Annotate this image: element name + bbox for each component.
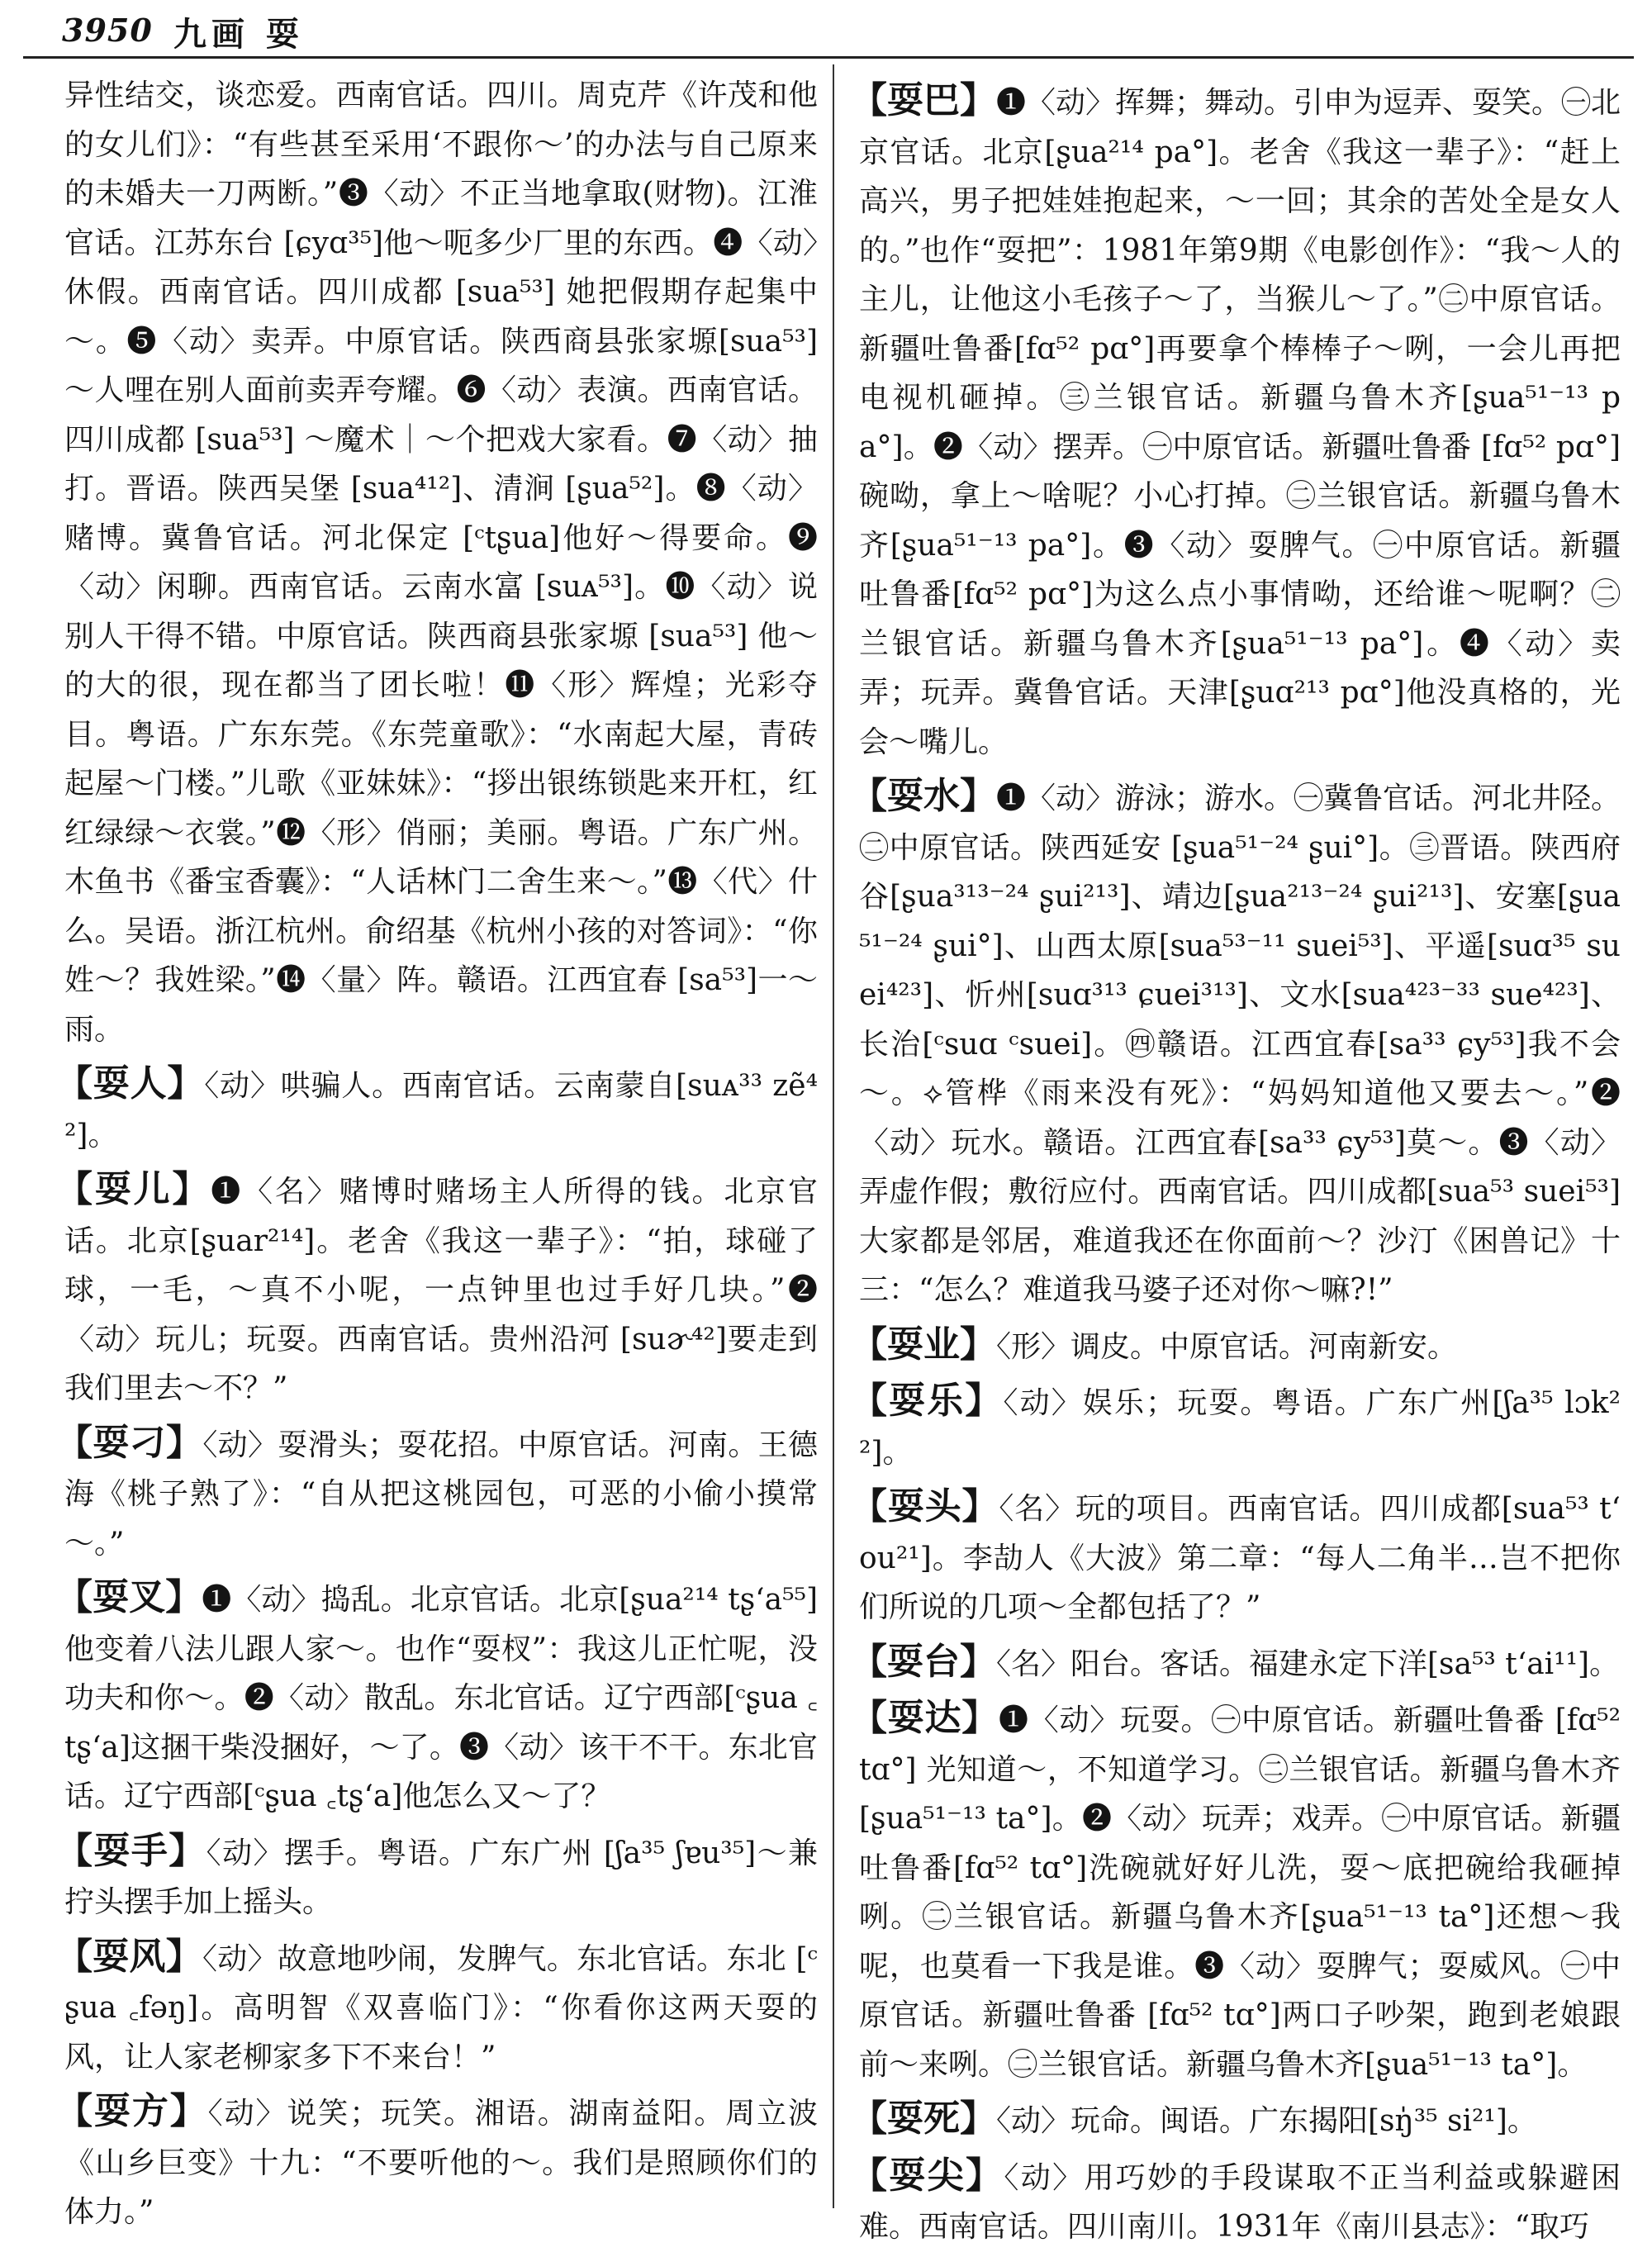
entry-definition: 〈动〉故意地吵闹，发脾气。东北官话。东北 [ᶜʂua ꜀fəŋ]。高明智《双喜临门》：“你看你这两天耍的风，让人家老柳家多下不来台！”	[64, 1941, 818, 2074]
entry-definition: 〈动〉玩命。闽语。广东揭阳[sŋ̍³⁵ si²¹]。	[996, 2104, 1537, 2138]
dictionary-entry	[56, 1932, 818, 2083]
entry-headword: 【耍儿】	[56, 1168, 211, 1210]
entry-definition: 〈动〉用巧妙的手段谋取不正当利益或躲避困难。西南官话。四川南川。1931年《南川县志》：“取巧	[859, 2160, 1621, 2244]
header-rule	[23, 56, 1634, 59]
entry-headword: 【耍风】	[56, 1935, 202, 1978]
entry-headword: 【耍手】	[56, 1829, 206, 1872]
left-column	[56, 71, 818, 2229]
entry-definition: 〈动〉说笑；玩笑。湘语。湖南益阳。周立波《山乡巨变》十九：“不要听他的～。我们是照顾你们的体力。”	[64, 2097, 818, 2229]
entry-headword: 【耍方】	[56, 2090, 208, 2132]
running-head: 九画 耍	[173, 15, 304, 54]
column-divider	[833, 64, 834, 2208]
entry-definition: ❶〈名〉赌博时赌场主人所得的钱。北京官话。北京[ʂuar²¹⁴]。老舍《我这一辈子》：“拍，球碰了球，一毛，～真不小呢，一点钟里也过手好几块。”❷〈动〉玩儿；玩耍。西南官话。贵州沿河 [suɚ⁴²]要走到我们里去～不？”	[64, 1175, 818, 1405]
right-column	[851, 71, 1621, 2244]
entry-headword: 【耍头】	[851, 1485, 999, 1527]
dictionary-entry	[851, 76, 1621, 767]
dictionary-entry	[56, 1573, 818, 1822]
entry-definition: 〈动〉摆手。粤语。广东广州 [ʃa³⁵ ʃɐu³⁵]～兼拧头摆手加上摇头。	[64, 1836, 818, 1919]
page-number: 3950	[62, 12, 153, 49]
entry-definition: 〈形〉调皮。中原官话。河南新安。	[996, 1329, 1458, 1364]
dictionary-entry	[56, 2087, 818, 2237]
entry-headword: 【耍尖】	[851, 2154, 1004, 2197]
dictionary-entry	[851, 1320, 1621, 1372]
dictionary-entry	[851, 1637, 1621, 1689]
dictionary-entry	[56, 1418, 818, 1569]
entry-headword: 【耍叉】	[56, 1576, 202, 1618]
dictionary-entry	[851, 1694, 1621, 2089]
dictionary-entry	[851, 2094, 1621, 2146]
entry-definition: ❶〈动〉捣乱。北京官话。北京[ʂua²¹⁴ tʂʻa⁵⁵] 他变着八法儿跟人家～。也作“耍杈”：我这儿正忙呢，没功夫和你～。❷〈动〉散乱。东北官话。辽宁西部[ᶜʂua ꜀tʂʻa]这捆干柴没捆好，～了。❸〈动〉该干不干。东北官话。辽宁西部[ᶜʂua ꜀tʂʻa]他怎么又～了？	[64, 1583, 818, 1813]
entry-definition: ❶〈动〉挥舞；舞动。引申为逗弄、耍笑。㊀北京官话。北京[ʂua²¹⁴ pa°]。老舍《我这一辈子》：“赶上高兴，男子把娃娃抱起来，～一回；其余的苦处全是女人的。”也作“耍把”：1981年第9期《电影创作》：“我～人的主儿，让他这小毛孩子～了，当猴儿～了。”㊁中原官话。新疆吐鲁番[fɑ⁵² pɑ°]再要拿个棒棒子～咧，一会儿再把电视机砸掉。㊂兰银官话。新疆乌鲁木齐[ʂua⁵¹⁻¹³ pa°]。❷〈动〉摆弄。㊀中原官话。新疆吐鲁番 [fɑ⁵² pɑ°]碗呦，拿上～啥呢？小心打掉。㊁兰银官话。新疆乌鲁木齐[ʂua⁵¹⁻¹³ pa°]。❸〈动〉耍脾气。㊀中原官话。新疆吐鲁番[fɑ⁵² pɑ°]为这么点小事情呦，还给谁～呢啊？㊁兰银官话。新疆乌鲁木齐[ʂua⁵¹⁻¹³ pa°]。❹〈动〉卖弄；玩弄。冀鲁官话。天津[ʂuɑ²¹³ pɑ°]他没真格的，光会～嘴儿。	[859, 86, 1621, 759]
dictionary-entry	[851, 772, 1621, 1315]
dictionary-entry	[56, 1827, 818, 1927]
continued-entry-text: 异性结交，谈恋爱。西南官话。四川。周克芹《许茂和他的女儿们》：“有些甚至采用‘不跟你～’的办法与自己原来的未婚夫一刀两断。”❸〈动〉不正当地拿取(财物)。江淮官话。江苏东台 [ɕyɑ³⁵]他～呃多少厂里的东西。❹〈动〉休假。西南官话。四川成都 [sua⁵³] 她把假期存起集中～。❺〈动〉卖弄。中原官话。陕西商县张家塬[sua⁵³]～人哩在别人面前卖弄夸耀。❻〈动〉表演。西南官话。四川成都 [sua⁵³] ～魔术｜～个把戏大家看。❼〈动〉抽打。晋语。陕西吴堡 [sua⁴¹²]、清涧 [ʂua⁵²]。❽〈动〉赌博。冀鲁官话。河北保定 [ᶜtʂua]他好～得要命。❾〈动〉闲聊。西南官话。云南水富 [suᴀ⁵³]。❿〈动〉说别人干得不错。中原官话。陕西商县张家塬 [sua⁵³] 他～的大的很，现在都当了团长啦！⓫〈形〉辉煌；光彩夺目。粤语。广东东莞。《东莞童歌》：“水南起大屋，青砖起屋～门楼。”儿歌《亚妹妹》：“拶出银练锁匙来开杠，红红绿绿～衣裳。”⓬〈形〉俏丽；美丽。粤语。广东广州。木鱼书《番宝香囊》：“人话林门二舍生来～。”⓭〈代〉什么。吴语。浙江杭州。俞绍基《杭州小孩的对答词》：“你姓～？我姓梁。”⓮〈量〉阵。赣语。江西宜春 [sa⁵³]一～雨。	[64, 78, 818, 1047]
entry-definition: 〈名〉阳台。客话。福建永定下洋[sa⁵³ tʻai¹¹]。	[996, 1646, 1620, 1681]
dictionary-entry	[851, 1482, 1621, 1632]
entry-headword: 【耍刁】	[56, 1421, 203, 1464]
entry-definition: 〈动〉娱乐；玩耍。粤语。广东广州[ʃa³⁵ lɔk²²]。	[859, 1386, 1621, 1470]
entry-definition: 〈动〉哄骗人。西南官话。云南蒙自[suᴀ³³ zẽ⁴²]。	[64, 1069, 818, 1152]
entry-headword: 【耍达】	[851, 1697, 999, 1739]
entry-definition: ❶〈动〉游泳；游水。㊀冀鲁官话。河北井陉。㊁中原官话。陕西延安 [ʂua⁵¹⁻²⁴ ʂui°]。㊂晋语。陕西府谷[ʂua³¹³⁻²⁴ ʂui²¹³]、靖边[ʂua²¹³⁻²⁴ ʂui²¹³]、安塞[ʂua⁵¹⁻²⁴ ʂui°]、山西太原[sua⁵³⁻¹¹ suei⁵³]、平遥[suɑ³⁵ suei⁴²³]、忻州[suɑ³¹³ ɕuei³¹³]、文水[sua⁴²³⁻³³ sue⁴²³]、长治[ᶜsuɑ ᶜsuei]。㊃赣语。江西宜春[sa³³ ɕy⁵³]我不会～。⟡管桦《雨来没有死》：“妈妈知道他又要去～。”❷〈动〉玩水。赣语。江西宜春[sa³³ ɕy⁵³]莫～。❸〈动〉弄虚作假；敷衍应付。西南官话。四川成都[sua⁵³ suei⁵³]大家都是邻居，难道我还在你面前～？沙汀《困兽记》十三：“怎么？难道我马婆子还对你～嘛?!”	[859, 782, 1621, 1307]
entry-headword: 【耍人】	[56, 1062, 205, 1105]
entry-definition: 〈名〉玩的项目。西南官话。四川成都[sua⁵³ tʻou²¹]。李劼人《大波》第二章：“每人二角半…岂不把你们所说的几项～全都包括了？”	[859, 1492, 1621, 1624]
dictionary-entry	[851, 2151, 1621, 2252]
entry-headword: 【耍乐】	[851, 1380, 1004, 1422]
entry-definition: ❶〈动〉玩耍。㊀中原官话。新疆吐鲁番 [fɑ⁵² tɑ°] 光知道～，不知道学习。㊁兰银官话。新疆乌鲁木齐 [ʂua⁵¹⁻¹³ ta°]。❷〈动〉玩弄；戏弄。㊀中原官话。新疆吐鲁番[fɑ⁵² tɑ°]洗碗就好好儿洗，耍～底把碗给我砸掉咧。㊁兰银官话。新疆乌鲁木齐[ʂua⁵¹⁻¹³ ta°]还想～我呢，也莫看一下我是谁。❸〈动〉耍脾气；耍威风。㊀中原官话。新疆吐鲁番 [fɑ⁵² tɑ°]两口子吵架，跑到老娘跟前～来咧。㊁兰银官话。新疆乌鲁木齐[ʂua⁵¹⁻¹³ ta°]。	[859, 1703, 1621, 2082]
entry-headword: 【耍业】	[851, 1323, 996, 1366]
entry-headword: 【耍巴】	[851, 79, 996, 121]
dictionary-entry	[56, 1165, 818, 1413]
dictionary-entry	[56, 1059, 818, 1160]
entry-definition: 〈动〉耍滑头；耍花招。中原官话。河南。王德海《桃子熟了》：“自从把这桃园包，可恶的小偷小摸常～。”	[64, 1428, 818, 1561]
dictionary-entry	[851, 1376, 1621, 1477]
entry-headword: 【耍死】	[851, 2098, 996, 2140]
entry-headword: 【耍台】	[851, 1640, 996, 1683]
page-header	[0, 0, 1652, 64]
entry-headword: 【耍水】	[851, 775, 996, 817]
